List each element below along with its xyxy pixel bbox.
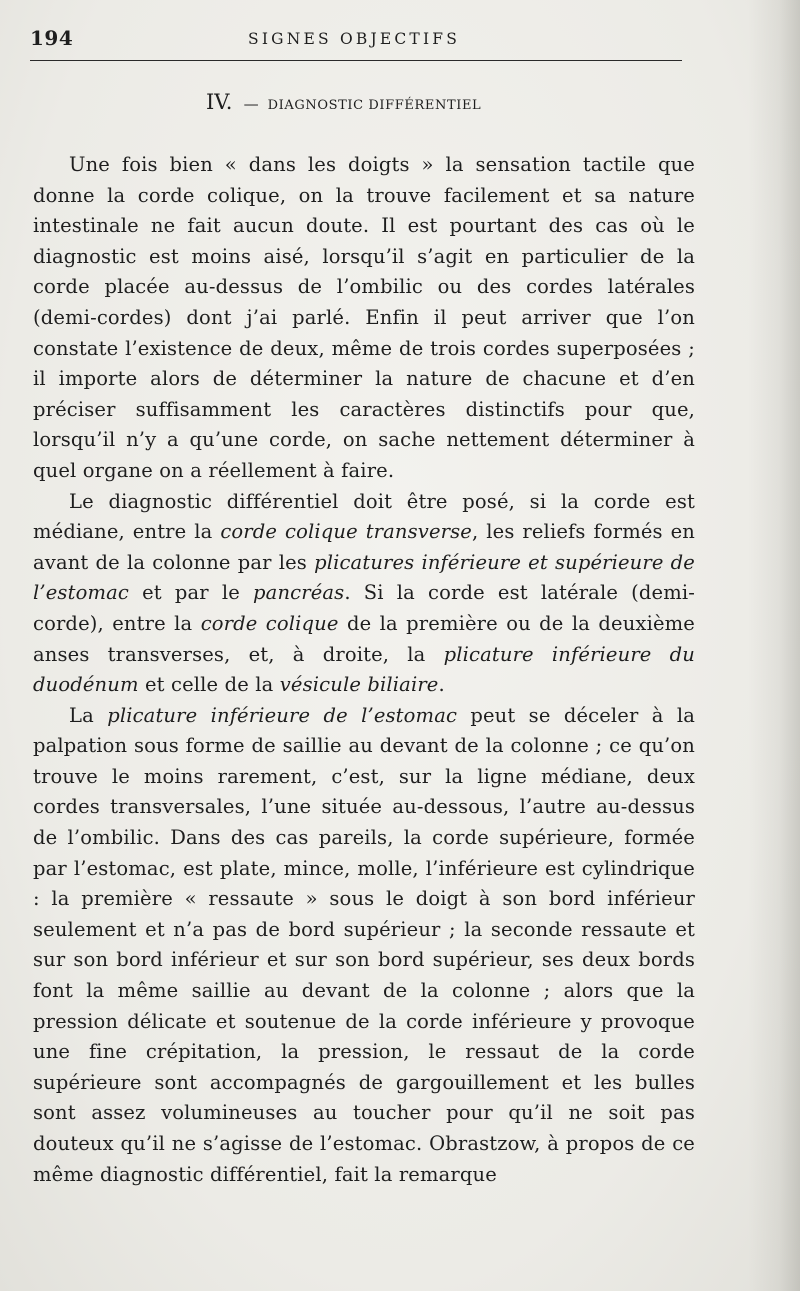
- text-run: . Si la corde est latérale (demi-corde), entre la: [33, 581, 695, 635]
- paragraph: [33, 150, 695, 487]
- text-run: et celle de la: [138, 673, 280, 697]
- paragraph: [33, 487, 695, 701]
- section-number: IV.: [206, 90, 233, 114]
- italic-term: pancréas: [253, 581, 345, 605]
- body-text: [33, 150, 695, 1190]
- italic-term: corde colique: [200, 611, 339, 635]
- page-edge-shadow: [748, 0, 800, 1291]
- italic-term: plicature inférieure du duodénum: [33, 642, 695, 697]
- running-head-title: SIGNES OBJECTIFS: [248, 30, 461, 48]
- italic-term: corde colique transverse: [220, 520, 472, 544]
- text-run: de la première ou de la deuxième anses transverses, et, à droite, la: [33, 611, 695, 666]
- header-rule: [30, 60, 682, 61]
- text-run: La: [69, 703, 108, 727]
- italic-term: plicature inférieure de l’estomac: [107, 703, 458, 727]
- section-heading: [206, 90, 481, 114]
- text-run: et par le: [128, 581, 254, 605]
- text-run: Une fois bien « dans les doigts » la sensation tactile que donne la corde colique, on la trouve facilement et sa nature intestinale ne fait aucun doute. Il est pourtant des cas où le diagnostic est moins aisé, lorsqu’il s’agit en particulier de la corde placée au-dessus de l’ombilic ou des cordes latérales (demi-cordes) dont j’ai parlé. Enfin il peut arriver que l’on constate l’existence de deux, même de trois cordes superposées ; il importe alors de déterminer la nature de chacune et d’en préciser suffisamment les caractères distinctifs pour que, lorsqu’il n’y a qu’une corde, on sache nettement déterminer à quel organe on a réellement à faire.: [33, 153, 695, 482]
- page-number: 194: [30, 26, 74, 50]
- running-head: [30, 26, 680, 54]
- text-run: .: [438, 673, 445, 697]
- italic-term: plicatures inférieure et supérieure de l’estomac: [33, 550, 695, 605]
- section-dash: —: [243, 95, 259, 113]
- text-run: Le diagnostic différentiel doit être posé, si la corde est médiane, entre la: [33, 489, 695, 544]
- text-run: peut se déceler à la palpation sous forme de saillie au devant de la colonne ; ce qu’on trouve le moins rarement, c’est, sur la ligne médiane, deux cordes transversales, l’une située au-dessous, l’autre au-dessus de l’ombilic. Dans des cas pareils, la corde supérieure, formée par l’estomac, est plate, mince, molle, l’inférieure est cylindrique : la première « ressaute » sous le doigt à son bord inférieur seulement et n’a pas de bord supérieur ; la seconde ressaute et sur son bord inférieur et sur son bord supérieur, ses deux bords font la même saillie au devant de la colonne ; alors que la pression délicate et soutenue de la corde inférieure y provoque une fine crépitation, la pression, le ressaut de la corde supérieure sont accompagnés de gargouillement et les bulles sont assez volumineuses au toucher pour qu’il ne soit pas douteux qu’il ne s’agisse de l’estomac. Obrastzow, à propos de ce même diagnostic différentiel, fait la remarque: [33, 703, 695, 1186]
- italic-term: vésicule biliaire: [279, 673, 439, 697]
- paragraph: [33, 701, 695, 1191]
- section-title: DIAGNOSTIC DIFFÉRENTIEL: [267, 98, 482, 113]
- text-run: , les reliefs formés en avant de la colonne par les: [33, 520, 695, 574]
